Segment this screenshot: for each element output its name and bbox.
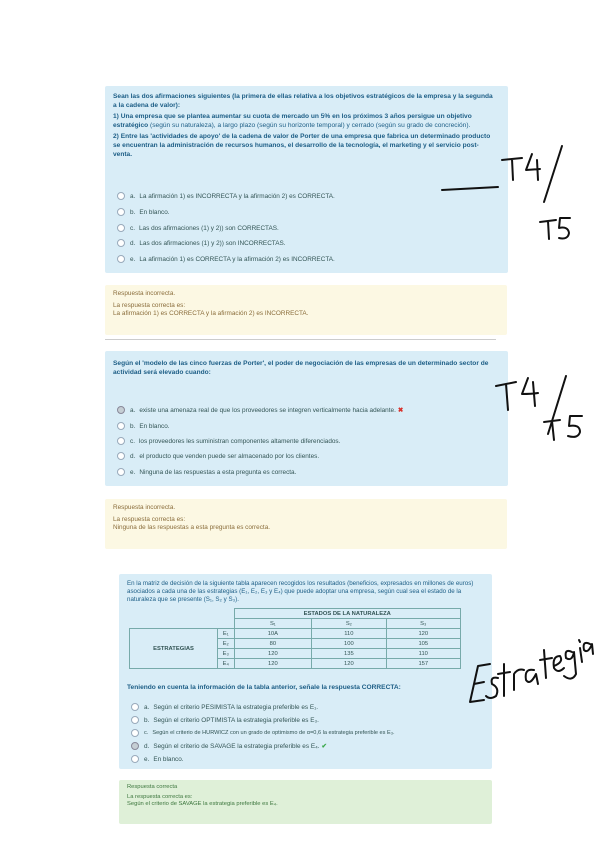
radio-icon[interactable] [117,452,125,460]
option-letter: c. [144,730,149,736]
handwritten-note-2 [492,372,592,444]
option-text: Según el criterio PESIMISTA la estrategia preferible es E₁. [153,703,319,711]
strategies-label: ESTRATEGIAS [130,629,218,669]
q3-option-c[interactable] [131,729,395,737]
feedback-title: Respuesta incorrecta. [113,290,176,297]
option-text: los proveedores les suministran componentes altamente diferenciados. [138,437,341,445]
q3-option-b[interactable] [131,716,319,724]
option-text: Ninguna de las respuestas a esta pregunta es correcta. [139,468,297,476]
incorrect-icon: ✖ [397,407,404,414]
feedback-line-2: La afirmación 1) es CORRECTA y la afirmación 2) es INCORRECTA. [113,310,309,318]
option-text: Según el criterio de HURWICZ con un grado de optimismo de α=0,6 la estrategia preferible es E₃. [152,730,395,736]
question-2-text: Según el 'modelo de las cinco fuerzas de Porter', el poder de negociación de las empresas de un determinado sector de actividad será elevado cuando: [113,360,489,376]
row-header: E₃ [218,649,235,659]
q1-option-a[interactable] [117,192,335,200]
table-cell: 120 [386,629,460,639]
col-header: S₁ [234,619,312,629]
q2-option-e[interactable] [117,468,296,476]
radio-icon[interactable] [131,755,139,763]
option-letter: b. [130,422,136,430]
option-letter: d. [130,452,136,460]
question-3-intro: En la matriz de decisión de la siguiente tabla aparecen recogidos los resultados (beneficios, expresados en millones de euros) asociados a cada una de las estrategias (E₁, E₂, E₃ y E₄) que puede adoptar una empresa, según cual sea el estado de la naturaleza que se presente (S₁, S₂ y S₃). [127,580,474,603]
feedback-line-1: La respuesta correcta es: [113,302,186,310]
q1-option-b[interactable] [117,208,170,216]
question-1-intro: Sean las dos afirmaciones siguientes (la primera de ellas relativa a los objetivos estratégicos de la empresa y la segunda a la cadena de valor): [113,93,493,109]
radio-icon[interactable] [131,729,139,737]
radio-icon[interactable] [117,255,125,263]
table-row [130,629,461,639]
option-letter: d. [130,239,136,247]
option-text: existe una amenaza real de que los proveedores se integren verticalmente hacia adelante. [139,406,396,414]
option-text: Según el criterio OPTIMISTA la estrategia preferible es E₃. [153,716,319,724]
radio-icon[interactable] [117,208,125,216]
q2-option-b[interactable] [117,422,170,430]
radio-icon[interactable] [117,192,125,200]
radio-icon[interactable] [131,703,139,711]
radio-icon[interactable] [131,716,139,724]
table-cell: 105 [386,639,460,649]
handwritten-note-3 [466,604,594,710]
option-letter: b. [144,716,150,724]
q2-option-a[interactable] [117,406,403,414]
table-cell: 100 [312,639,386,649]
table-cell: 135 [312,649,386,659]
statement-1 [113,113,497,130]
correct-check-icon: ✔ [321,743,327,750]
feedback-line-1: La respuesta correcta es: [127,793,193,800]
row-header: E₁ [218,629,235,639]
radio-icon[interactable] [117,422,125,430]
decision-matrix [129,608,461,669]
table-cell: 120 [312,659,386,669]
q1-option-d[interactable] [117,239,286,247]
question-3-prompt: Teniendo en cuenta la información de la tabla anterior, señale la respuesta CORRECTA: [127,684,401,691]
option-text: Según el criterio de SAVAGE la estrategia preferible es E₄. [153,742,320,750]
q3-option-d[interactable] [131,742,327,750]
q3-option-a[interactable] [131,703,318,711]
handwritten-note-1 [440,140,580,245]
table-cell: 80 [234,639,312,649]
q1-option-e[interactable] [117,255,335,263]
statement-1-rest: (según su naturaleza), a largo plazo (según su horizonte temporal) y cerrado (según su grado de concreción). [150,121,471,129]
table-cell: 157 [386,659,460,669]
q3-option-e[interactable] [131,755,184,763]
q1-option-c[interactable] [117,224,279,232]
option-letter: e. [144,755,150,763]
option-letter: a. [144,703,150,711]
feedback-title: Respuesta correcta [127,784,178,790]
statement-1-bold: 1) Una empresa que se plantea aumentar su cuota de mercado un 5% en los próximos 3 años persigue un objetivo estratégico [113,113,472,129]
q3-feedback [119,780,492,824]
radio-checked-icon[interactable] [131,742,139,750]
option-text: En blanco. [153,755,184,763]
radio-icon[interactable] [117,239,125,247]
col-header: S₃ [386,619,460,629]
feedback-line-2: Ninguna de las respuestas a esta pregunta es correcta. [113,524,271,532]
question-3-box [119,574,492,769]
option-text: En blanco. [139,208,170,216]
option-letter: d. [144,742,150,750]
table-cell: 10A [234,629,312,639]
option-text: La afirmación 1) es CORRECTA y la afirmación 2) es INCORRECTA. [139,255,335,263]
q1-feedback [105,285,507,335]
option-letter: b. [130,208,136,216]
option-text: La afirmación 1) es INCORRECTA y la afirmación 2) es CORRECTA. [139,192,335,200]
feedback-line-2: Según el criterio de SAVAGE la estrategia preferible es E₄. [127,801,278,808]
radio-icon[interactable] [117,437,125,445]
option-text: Las dos afirmaciones (1) y 2)) son INCORRECTAS. [139,239,286,247]
radio-checked-icon[interactable] [117,406,125,414]
row-header: E₂ [218,639,235,649]
states-header: ESTADOS DE LA NATURALEZA [234,609,461,619]
table-cell: 110 [312,629,386,639]
radio-icon[interactable] [117,468,125,476]
row-header: E₄ [218,659,235,669]
q2-option-c[interactable] [117,437,340,445]
option-text: el producto que venden puede ser almacenado por los clientes. [139,452,320,460]
divider [105,339,496,340]
table-cell: 120 [234,659,312,669]
col-header: S₂ [312,619,386,629]
q2-option-d[interactable] [117,452,319,460]
option-letter: c. [130,437,135,445]
feedback-line-1: La respuesta correcta es: [113,516,186,524]
option-text: En blanco. [139,422,170,430]
option-letter: e. [130,468,136,476]
table-cell: 110 [386,649,460,659]
feedback-title: Respuesta incorrecta. [113,504,176,511]
radio-icon[interactable] [117,224,125,232]
option-letter: a. [130,192,136,200]
option-letter: a. [130,406,136,414]
option-letter: e. [130,255,136,263]
question-2-box [105,351,508,486]
option-text: Las dos afirmaciones (1) y 2)) son CORRECTAS. [138,224,279,232]
table-cell: 120 [234,649,312,659]
q2-feedback [105,499,507,549]
option-letter: c. [130,224,135,232]
statement-2: 2) Entre las 'actividades de apoyo' de la cadena de valor de Porter de una empresa que fabrica un determinado producto se encuentran la administración de recursos humanos, el desarrollo de la tecnología, el marketing y el servicio post-venta. [113,133,491,158]
